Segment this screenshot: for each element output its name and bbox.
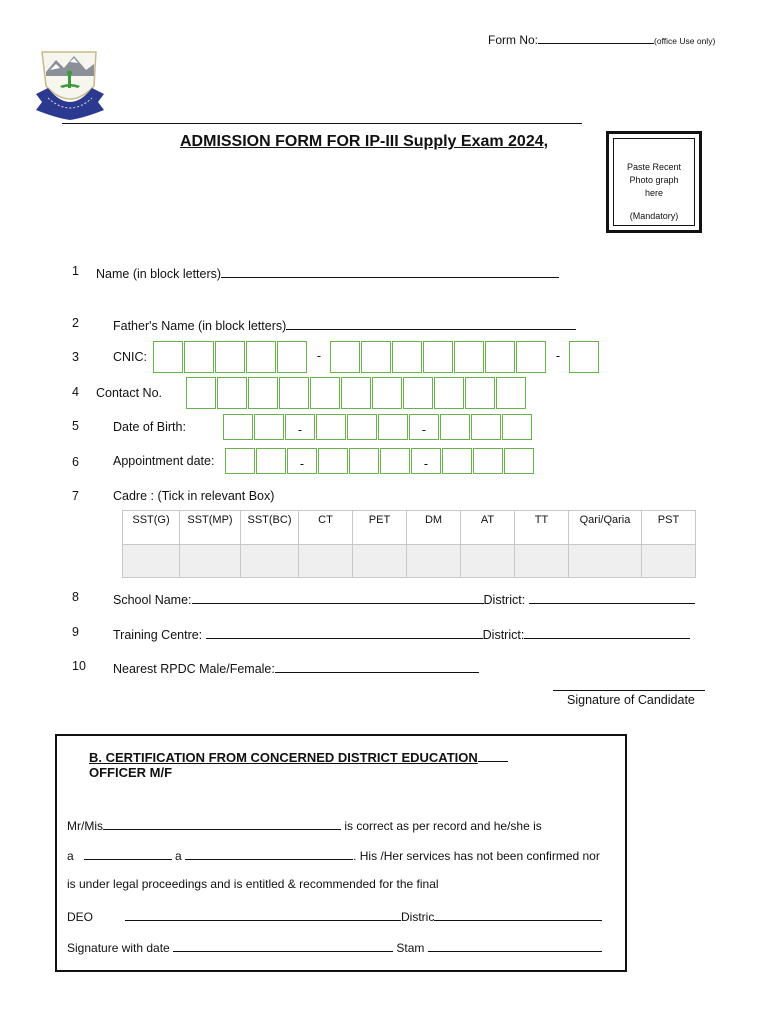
form-no-note: (office Use only) [654, 36, 716, 46]
cadre-tick-box[interactable] [299, 545, 353, 578]
cnic-dash: - [555, 349, 561, 363]
cnic-box[interactable] [246, 341, 276, 373]
cnic-box[interactable] [423, 341, 453, 373]
district-label: District: [483, 593, 526, 607]
certification-heading-line1 [89, 750, 508, 765]
contact-box[interactable] [372, 377, 402, 409]
cert-row-4 [67, 907, 602, 924]
appointment-box[interactable] [349, 448, 379, 474]
cert-row-1 [67, 816, 542, 833]
field-number-9: 9 [72, 625, 79, 639]
cadre-tick-box[interactable] [642, 545, 696, 578]
training-field[interactable] [206, 625, 483, 639]
a1-text: a [67, 849, 74, 863]
photo-text-1: Paste Recent [626, 162, 682, 172]
field-number-6: 6 [72, 455, 79, 469]
cnic-box[interactable] [569, 341, 599, 373]
dob-label: Date of Birth: [113, 420, 186, 434]
training-label: Training Centre: [113, 628, 203, 642]
appointment-box[interactable] [225, 448, 255, 474]
dob-box[interactable] [347, 414, 377, 440]
field-number-4: 4 [72, 385, 79, 399]
appointment-box[interactable] [380, 448, 410, 474]
appointment-box[interactable] [473, 448, 503, 474]
contact-box[interactable] [186, 377, 216, 409]
sig-date-field[interactable] [173, 938, 393, 952]
dob-dash-box: - [285, 414, 315, 440]
signature-label: Signature of Candidate [567, 693, 695, 707]
deo-label: DEO [67, 910, 94, 924]
heading-text: B. CERTIFICATION FROM CONCERNED DISTRICT EDUCATION [89, 750, 478, 765]
cadre-tick-box[interactable] [180, 545, 241, 578]
a2-field[interactable] [185, 846, 353, 860]
cadre-tick-box[interactable] [407, 545, 461, 578]
cnic-box[interactable] [361, 341, 391, 373]
form-no-label: Form No: [488, 33, 539, 47]
cnic-box[interactable] [454, 341, 484, 373]
cnic-box[interactable] [392, 341, 422, 373]
legal-text: is under legal proceedings and is entitled & recommended for the final [67, 877, 439, 891]
dob-box[interactable] [502, 414, 532, 440]
school-field[interactable] [192, 590, 484, 604]
appointment-box[interactable] [442, 448, 472, 474]
mr-mis-label: Mr/Mis [67, 819, 103, 833]
photo-box-inner [613, 138, 695, 226]
cadre-option: DM [407, 511, 461, 545]
dob-box[interactable] [440, 414, 470, 440]
cnic-box[interactable] [277, 341, 307, 373]
form-no-field[interactable] [538, 30, 654, 44]
cert-row-5 [67, 938, 602, 955]
contact-box[interactable] [403, 377, 433, 409]
cert-row-3 [67, 877, 439, 891]
certification-heading [89, 750, 508, 780]
rpdc-row [113, 659, 479, 676]
signature-line[interactable] [553, 690, 705, 691]
contact-box[interactable] [248, 377, 278, 409]
cadre-label-row [123, 511, 696, 545]
deo-field[interactable] [125, 907, 401, 921]
form-no [488, 30, 715, 47]
appointment-box[interactable] [318, 448, 348, 474]
cadre-tick-box[interactable] [353, 545, 407, 578]
father-label: Father's Name (in block letters) [113, 319, 287, 333]
cnic-box[interactable] [485, 341, 515, 373]
distric-field[interactable] [434, 907, 602, 921]
contact-label: Contact No. [96, 386, 163, 400]
cadre-option: SST(BC) [241, 511, 299, 545]
school-row [113, 590, 695, 607]
photo-text-4: (Mandatory) [629, 211, 679, 221]
sig-date-label: Signature with date [67, 941, 170, 955]
father-field[interactable] [286, 316, 576, 330]
contact-box[interactable] [341, 377, 371, 409]
cnic-label: CNIC: [113, 350, 148, 364]
school-label: School Name: [113, 593, 192, 607]
cadre-option: TT [515, 511, 569, 545]
appointment-box[interactable] [256, 448, 286, 474]
cnic-box[interactable] [184, 341, 214, 373]
photo-box[interactable] [606, 131, 702, 233]
district-field[interactable] [529, 590, 695, 604]
a1-field[interactable] [84, 846, 172, 860]
logo [34, 46, 106, 124]
district2-field[interactable] [524, 625, 690, 639]
cadre-option: CT [299, 511, 353, 545]
dob-box[interactable] [223, 414, 253, 440]
cadre-tick-row [123, 545, 696, 578]
cadre-table [122, 510, 696, 578]
dob-box[interactable] [471, 414, 501, 440]
dob-box[interactable] [254, 414, 284, 440]
dob-box[interactable] [316, 414, 346, 440]
dob-dash-box: - [409, 414, 439, 440]
stam-label: Stam [396, 941, 425, 955]
photo-text-3: here [644, 188, 663, 198]
dob-row [113, 414, 533, 440]
cadre-tick-box[interactable] [461, 545, 515, 578]
cnic-dash: - [316, 349, 322, 363]
field-number-5: 5 [72, 419, 79, 433]
cadre-option: Qari/Qaria [569, 511, 642, 545]
cadre-tick-box[interactable] [569, 545, 642, 578]
correct-text: is correct as per record and he/she is [344, 819, 542, 833]
photo-text-2: Photo graph [629, 175, 679, 185]
contact-box[interactable] [434, 377, 464, 409]
cnic-row [113, 341, 600, 373]
contact-box[interactable] [496, 377, 526, 409]
header-rule [62, 123, 582, 124]
name-label: Name (in block letters) [96, 267, 222, 281]
cadre-option: PST [642, 511, 696, 545]
contact-row [96, 377, 527, 409]
cadre-option: SST(MP) [180, 511, 241, 545]
contact-box[interactable] [310, 377, 340, 409]
heading-trail-line [478, 751, 508, 762]
rpdc-field[interactable] [275, 659, 479, 673]
stam-field[interactable] [428, 938, 602, 952]
cnic-box[interactable] [153, 341, 183, 373]
cadre-tick-box[interactable] [515, 545, 569, 578]
cnic-box[interactable] [516, 341, 546, 373]
services-text: . His /Her services has not been confirmed nor [353, 849, 600, 863]
appointment-dash-box: - [411, 448, 441, 474]
contact-box[interactable] [465, 377, 495, 409]
certification-box [55, 734, 627, 972]
rpdc-label: Nearest RPDC Male/Female: [113, 662, 275, 676]
distric-label: Distric [401, 910, 435, 924]
cadre-option: SST(G) [123, 511, 180, 545]
field-number-8: 8 [72, 590, 79, 604]
logo-crest-icon [34, 46, 106, 124]
field-number-7: 7 [72, 489, 79, 503]
cadre-tick-box[interactable] [123, 545, 180, 578]
training-row [113, 625, 690, 642]
cnic-box[interactable] [215, 341, 245, 373]
certification-heading-line2: OFFICER M/F [89, 765, 173, 780]
name-field[interactable] [221, 264, 559, 278]
name-row [96, 264, 559, 281]
cadre-tick-box[interactable] [241, 545, 299, 578]
cert-row-2 [67, 846, 600, 863]
contact-box[interactable] [279, 377, 309, 409]
appointment-label: Appointment date: [113, 454, 215, 468]
appointment-row [113, 448, 535, 474]
cnic-box[interactable] [330, 341, 360, 373]
appointment-box[interactable] [504, 448, 534, 474]
page-title: ADMISSION FORM FOR IP-III Supply Exam 2024, [180, 133, 549, 150]
cadre-option: PET [353, 511, 407, 545]
field-number-1: 1 [72, 264, 79, 278]
cadre-option: AT [461, 511, 515, 545]
appointment-dash-box: - [287, 448, 317, 474]
district2-label: District: [482, 628, 525, 642]
field-number-3: 3 [72, 350, 79, 364]
a2-text: a [175, 849, 182, 863]
cadre-label: Cadre : (Tick in relevant Box) [113, 489, 275, 503]
field-number-10: 10 [72, 659, 86, 673]
field-number-2: 2 [72, 316, 79, 330]
mr-mis-field[interactable] [103, 816, 341, 830]
dob-box[interactable] [378, 414, 408, 440]
contact-box[interactable] [217, 377, 247, 409]
father-row [113, 316, 576, 333]
